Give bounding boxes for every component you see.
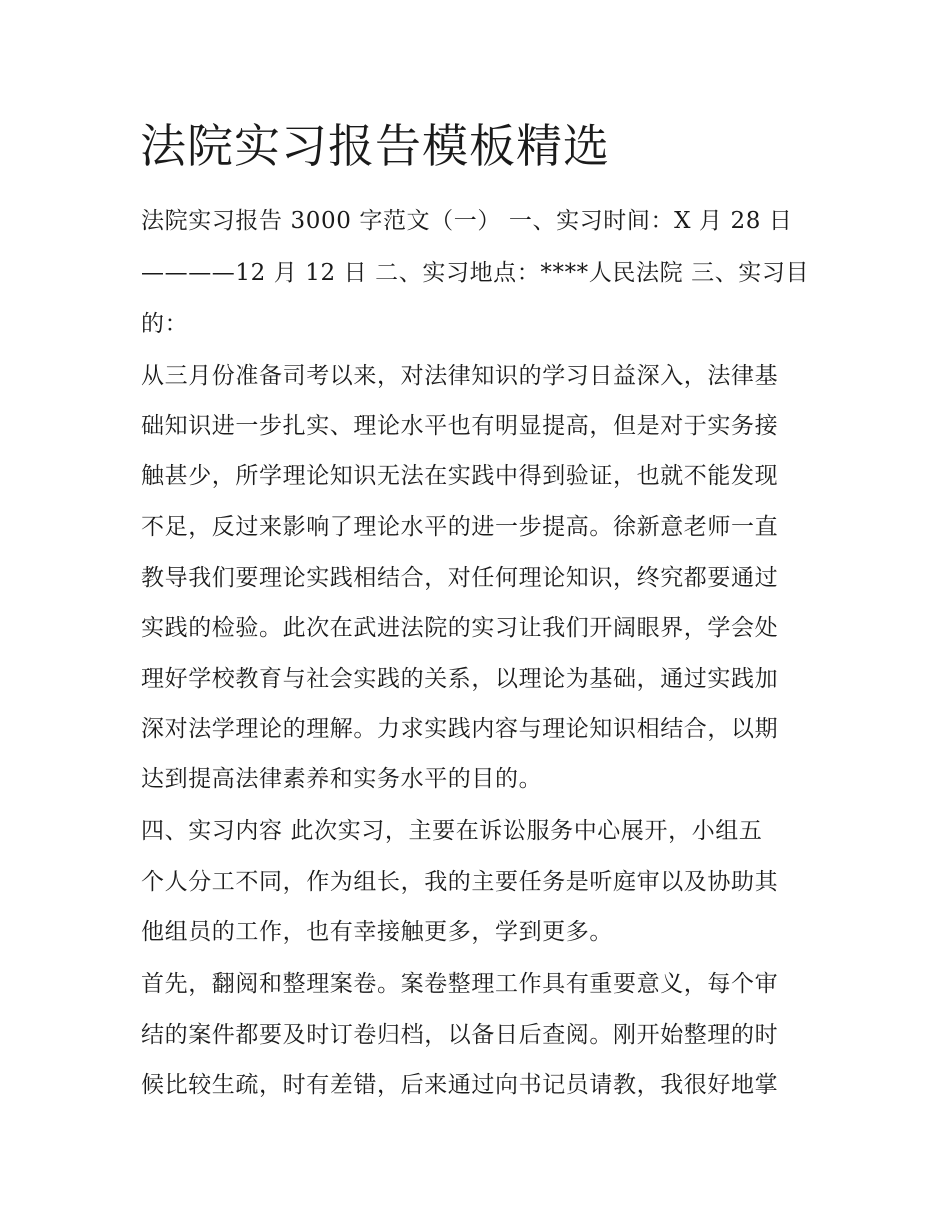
text-line: 个人分工不同，作为组长，我的主要任务是听庭审以及协助其: [141, 869, 779, 895]
text-line: 四、实习内容 此次实习，主要在诉讼服务中心展开，小组五: [141, 818, 763, 844]
text-line: 首先，翻阅和整理案卷。案卷整理工作具有重要意义，每个审: [141, 971, 779, 997]
text-line: 触甚少，所学理论知识无法在实践中得到验证，也就不能发现: [141, 463, 779, 489]
text-line: 础知识进一步扎实、理论水平也有明显提高，但是对于实务接: [141, 413, 779, 439]
text-line: 深对法学理论的理解。力求实践内容与理论知识相结合，以期: [141, 716, 779, 742]
text-line: 教导我们要理论实践相结合，对任何理论知识，终究都要通过: [141, 565, 779, 591]
text-line: 实践的检验。此次在武进法院的实习让我们开阔眼界，学会处: [141, 615, 779, 641]
text-line: 从三月份准备司考以来，对法律知识的学习日益深入，法律基: [141, 363, 779, 389]
text-line: ————12 月 12 日 二、实习地点：****人民法院 三、实习目: [141, 260, 810, 286]
text-line: 他组员的工作，也有幸接触更多，学到更多。: [141, 919, 613, 945]
text-line: 候比较生疏，时有差错，后来通过向书记员请教，我很好地掌: [141, 1072, 779, 1098]
text-line: 法院实习报告 3000 字范文（一） 一、实习时间：X 月 28 日: [141, 208, 793, 234]
text-line: 结的案件都要及时订卷归档，以备日后查阅。刚开始整理的时: [141, 1022, 779, 1048]
text-line: 不足，反过来影响了理论水平的进一步提高。徐新意老师一直: [141, 514, 779, 540]
text-line: 理好学校教育与社会实践的关系，以理论为基础，通过实践加: [141, 666, 779, 692]
text-line: 的：: [141, 311, 189, 337]
text-line: 达到提高法律素养和实务水平的目的。: [141, 766, 543, 792]
document-title: 法院实习报告模板精选: [140, 119, 610, 173]
